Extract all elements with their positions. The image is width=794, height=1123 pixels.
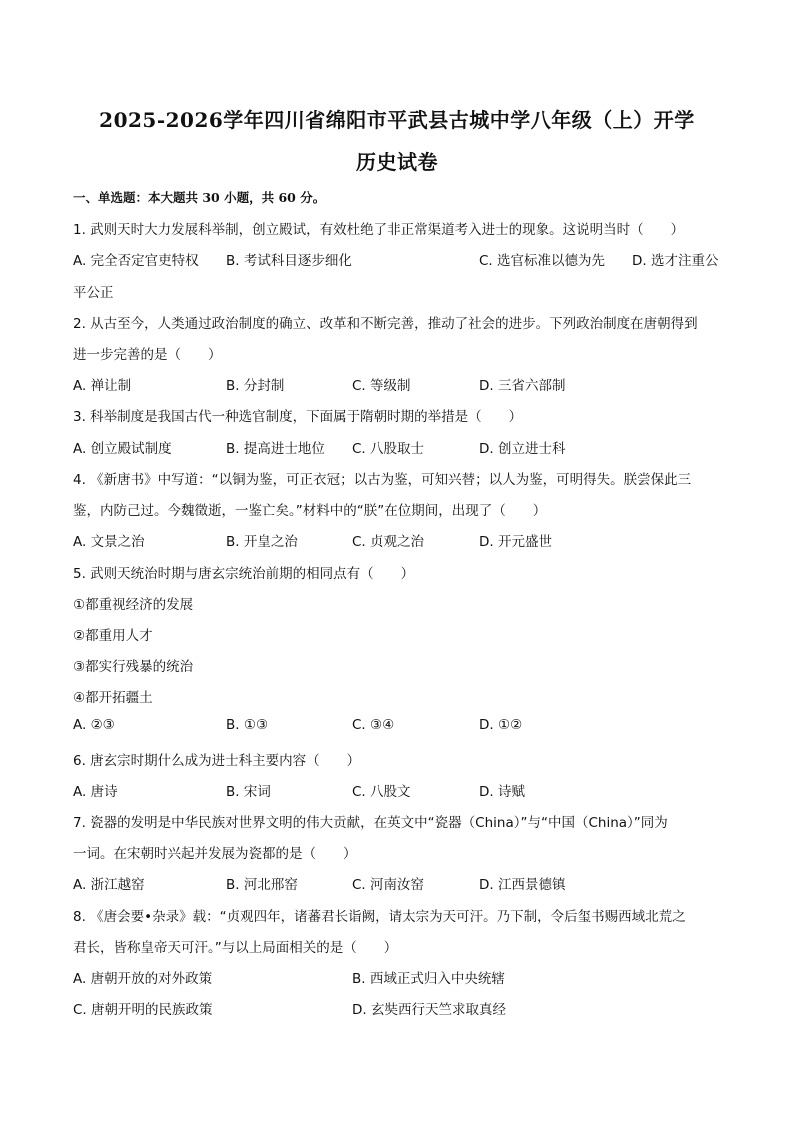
- question-5-statement-4: ④都开拓疆土: [73, 690, 153, 706]
- question-5-option-d: D. ①②: [479, 717, 523, 733]
- question-6-option-c: C. 八股文: [352, 784, 411, 800]
- question-5-statement-2: ②都重用人才: [73, 628, 153, 644]
- question-7-option-c: C. 河南汝窑: [352, 877, 425, 893]
- question-4-option-b: B. 开皇之治: [226, 534, 298, 550]
- question-5-statement-3: ③都实行残暴的统治: [73, 659, 194, 675]
- question-5-option-c: C. ③④: [352, 717, 395, 733]
- question-6-option-b: B. 宋词: [226, 784, 271, 800]
- question-8-option-b: B. 西域正式归入中央统辖: [352, 971, 505, 987]
- question-1-option-b: B. 考试科目逐步细化: [226, 253, 352, 269]
- question-1-option-a: A. 完全否定官吏特权: [73, 253, 199, 269]
- question-7-stem-line1: 7. 瓷器的发明是中华民族对世界文明的伟大贡献，在英文中“瓷器（China）”与“中国（China）”同为: [73, 815, 668, 831]
- question-3-option-a: A. 创立殿试制度: [73, 441, 172, 457]
- question-8-stem-line1: 8. 《唐会要•杂录》载：“贞观四年，诸蕃君长诣阙，请太宗为天可汗。乃下制，令后玺书赐西域北荒之: [73, 909, 686, 925]
- question-3-stem: 3. 科举制度是我国古代一种选官制度，下面属于隋朝时期的举措是（ ）: [73, 409, 523, 425]
- question-2-option-c: C. 等级制: [352, 378, 411, 394]
- question-1-option-d: D. 选才注重公: [632, 253, 719, 269]
- question-1-option-c: C. 选官标准以德为先: [479, 253, 606, 269]
- section-heading: 一、单选题：本大题共 30 小题，共 60 分。: [73, 190, 326, 205]
- question-7-option-a: A. 浙江越窑: [73, 877, 145, 893]
- question-8-option-d: D. 玄奘西行天竺求取真经: [352, 1002, 506, 1018]
- question-7-stem-line2: 一词。在宋朝时兴起并发展为瓷都的是（ ）: [73, 846, 357, 862]
- question-3-option-d: D. 创立进士科: [479, 441, 566, 457]
- question-2-stem-line2: 进一步完善的是（ ）: [73, 347, 222, 363]
- question-2-option-d: D. 三省六部制: [479, 378, 566, 394]
- question-3-option-b: B. 提高进士地位: [226, 441, 325, 457]
- question-2-stem-line1: 2. 从古至今，人类通过政治制度的确立、改革和不断完善，推动了社会的进步。下列政治制度在唐朝得到: [73, 316, 698, 332]
- question-8-option-a: A. 唐朝开放的对外政策: [73, 971, 213, 987]
- question-8-option-c: C. 唐朝开明的民族政策: [73, 1002, 213, 1018]
- question-7-option-b: B. 河北邢窑: [226, 877, 298, 893]
- question-2-option-b: B. 分封制: [226, 378, 285, 394]
- question-4-stem-line1: 4. 《新唐书》中写道：“以铜为鉴，可正衣冠；以古为鉴，可知兴替；以人为鉴，可明得失。朕尝保此三: [73, 472, 692, 488]
- question-4-option-d: D. 开元盛世: [479, 534, 552, 550]
- question-6-option-d: D. 诗赋: [479, 784, 525, 800]
- question-5-stem: 5. 武则天统治时期与唐玄宗统治前期的相同点有（ ）: [73, 566, 415, 582]
- question-5-statement-1: ①都重视经济的发展: [73, 597, 194, 613]
- exam-title-line2: 历史试卷: [356, 150, 438, 174]
- question-2-option-a: A. 禅让制: [73, 378, 132, 394]
- question-8-stem-line2: 君长，皆称皇帝天可汗。”与以上局面相关的是（ ）: [73, 940, 398, 956]
- question-4-option-a: A. 文景之治: [73, 534, 145, 550]
- question-5-option-b: B. ①③: [226, 717, 269, 733]
- question-5-option-a: A. ②③: [73, 717, 115, 733]
- question-6-stem: 6. 唐玄宗时期什么成为进士科主要内容（ ）: [73, 753, 361, 769]
- exam-title-line1: 2025-2026学年四川省绵阳市平武县古城中学八年级（上）开学: [99, 108, 695, 132]
- question-7-option-d: D. 江西景德镇: [479, 877, 566, 893]
- question-3-option-c: C. 八股取士: [352, 441, 425, 457]
- question-1-option-d-continuation: 平公正: [73, 285, 114, 301]
- question-4-stem-line2: 鉴，内防己过。今魏徵逝，一鉴亡矣。”材料中的“朕”在位期间，出现了（ ）: [73, 503, 547, 519]
- question-6-option-a: A. 唐诗: [73, 784, 118, 800]
- question-1-stem: 1. 武则天时大力发展科举制，创立殿试，有效杜绝了非正常渠道考入进士的现象。这说明当时（ ）: [73, 222, 685, 238]
- question-4-option-c: C. 贞观之治: [352, 534, 425, 550]
